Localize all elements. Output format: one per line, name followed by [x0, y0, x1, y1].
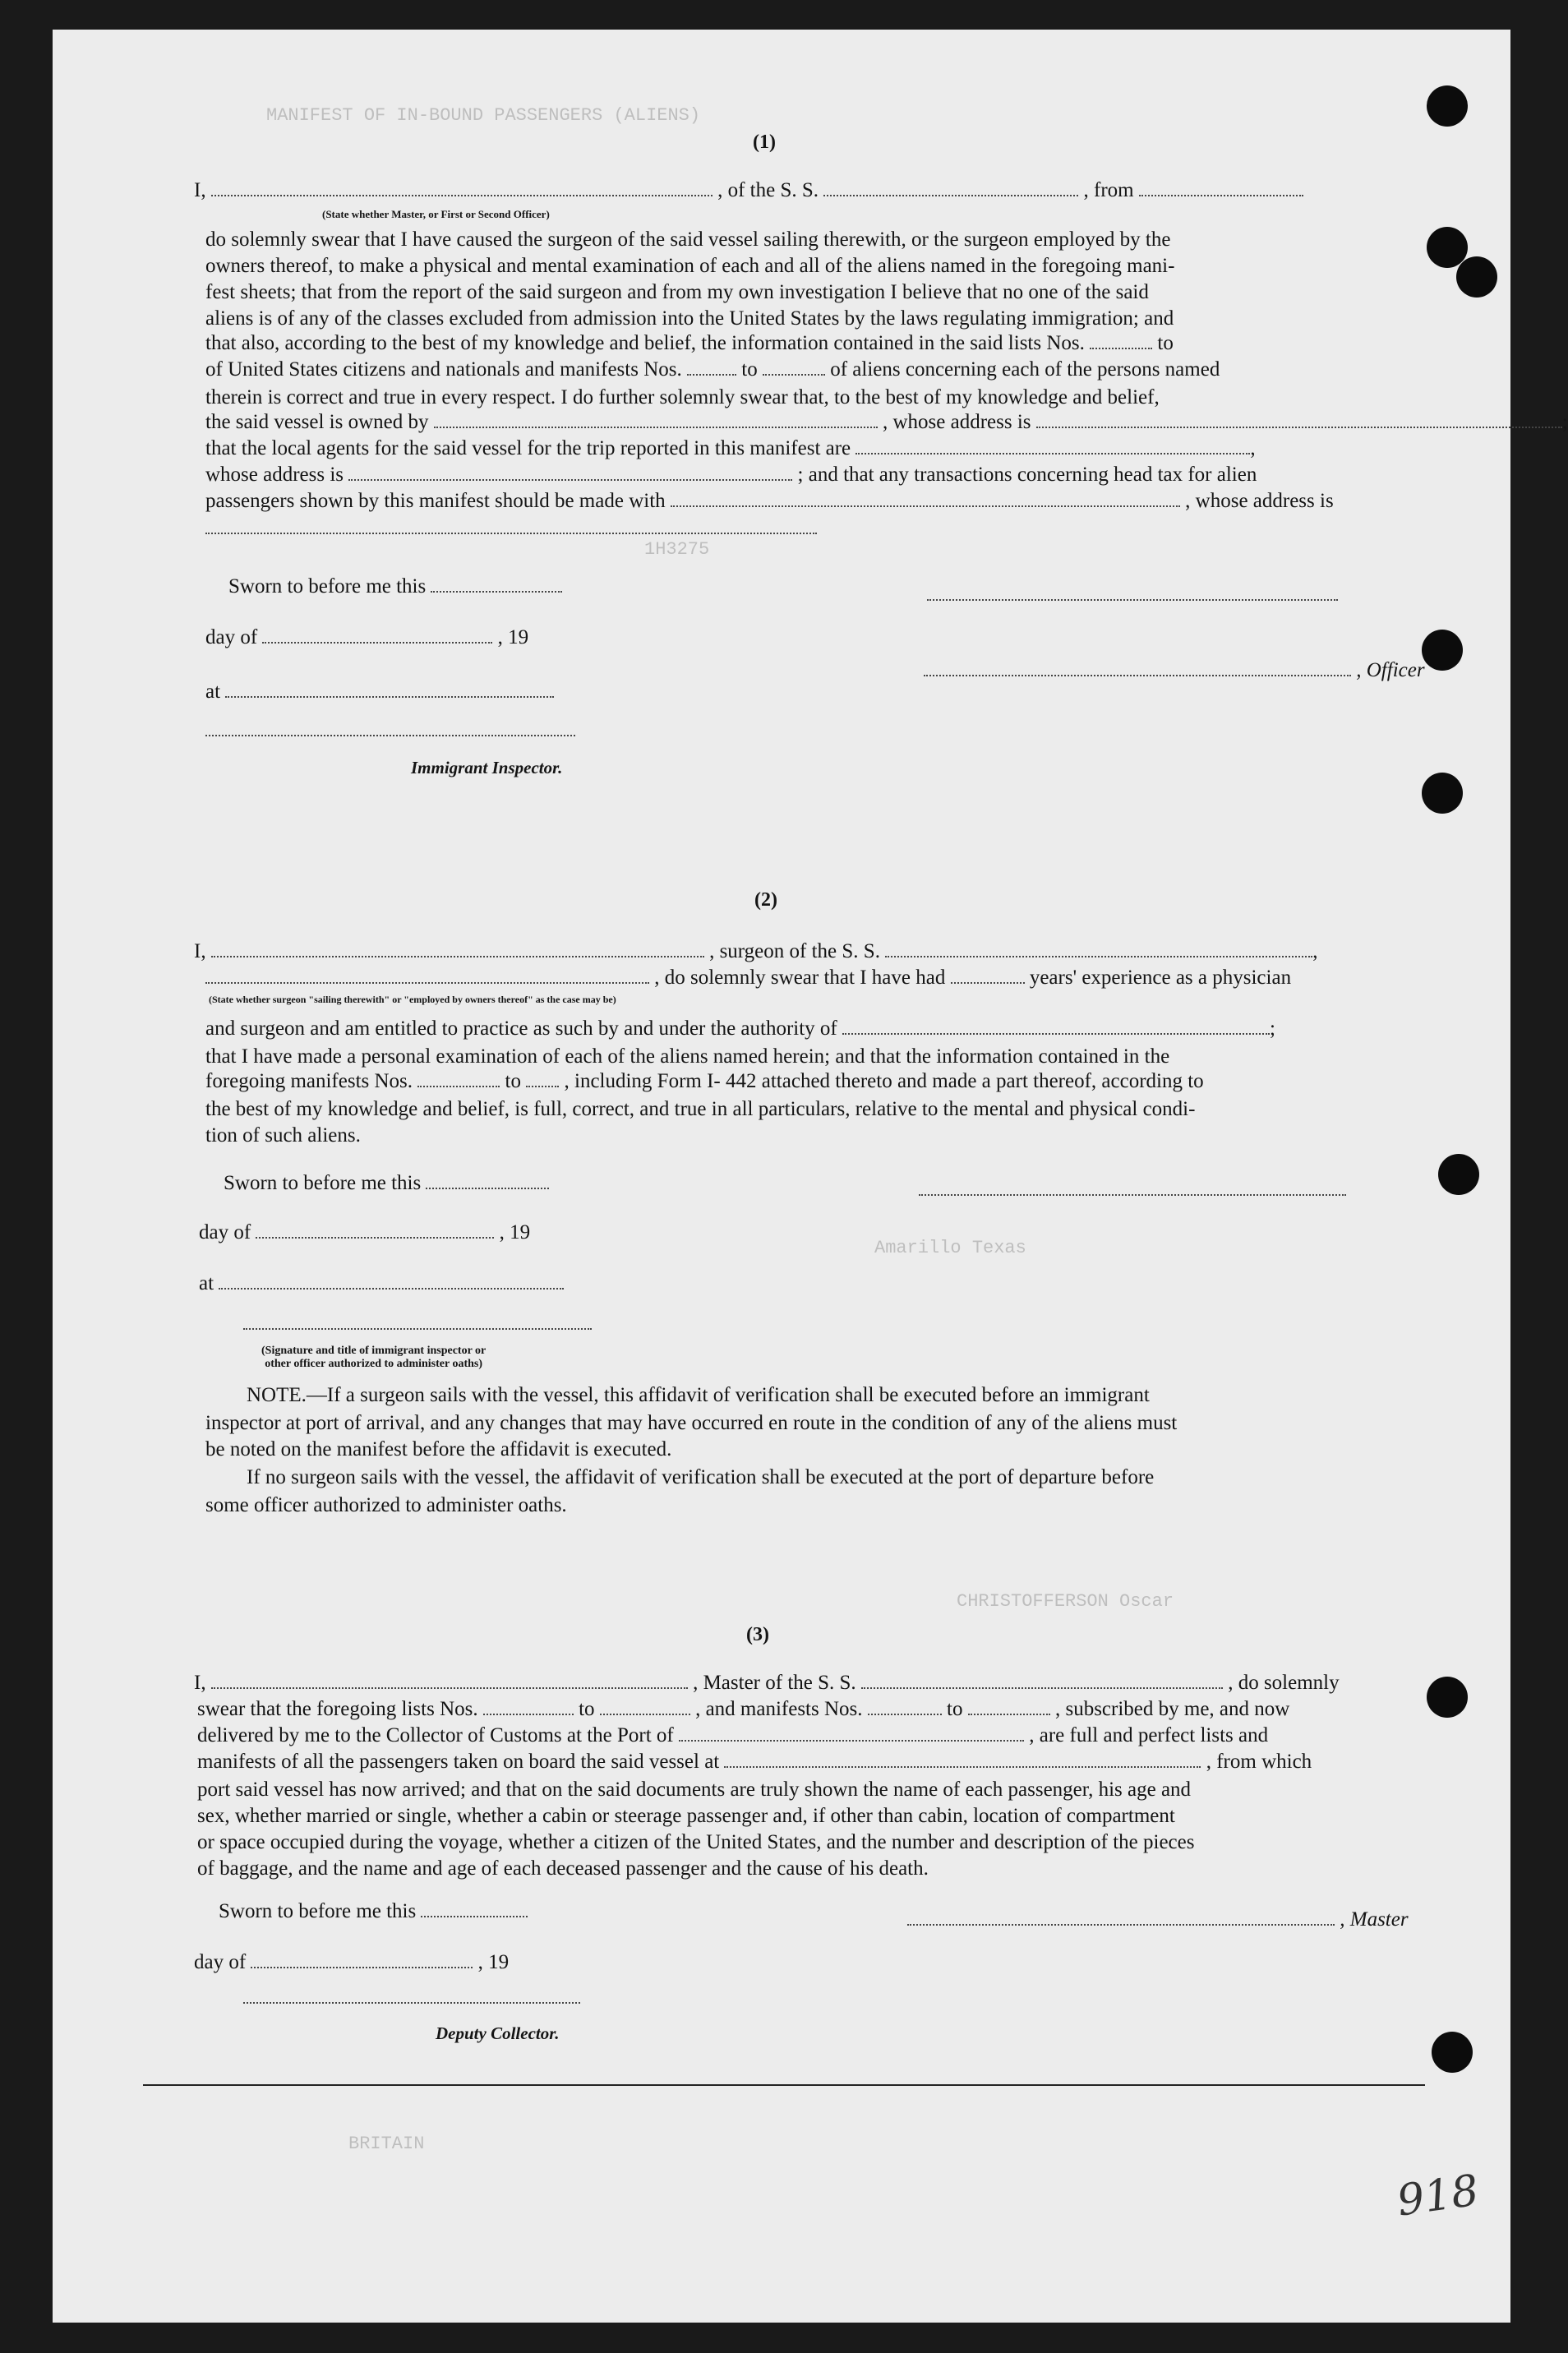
punch-hole [1438, 1154, 1479, 1195]
bleed-through-text: BRITAIN [348, 2134, 425, 2154]
paragraph-line: fest sheets; that from the report of the said surgeon and from my own investigation I believe that no one of the said [205, 281, 1149, 303]
agent-address-blank[interactable] [348, 464, 792, 481]
list-number-blank[interactable] [483, 1699, 574, 1715]
manifest-number-blank[interactable] [526, 1071, 559, 1087]
note-line: inspector at port of arrival, and any changes that may have occurred en route in the condition of any of the aliens must [205, 1412, 1178, 1434]
place-blank[interactable] [219, 1273, 564, 1290]
paragraph-line: do solemnly swear that I have caused the surgeon of the said vessel sailing therewith, or the surgeon employed by the [205, 228, 1171, 251]
surgeon-name-blank[interactable] [211, 941, 704, 957]
owner-blank[interactable] [434, 412, 878, 428]
address-blank[interactable] [205, 533, 817, 534]
authority-blank[interactable] [842, 1018, 1270, 1035]
collector-signature-blank[interactable] [243, 2002, 580, 2004]
signature-field[interactable] [927, 584, 1338, 601]
owner-address-blank[interactable] [1036, 412, 1562, 428]
note-line: NOTE.—If a surgeon sails with the vessel, this affidavit of verification shall be executed before an immigrant [247, 1384, 1150, 1406]
s1-sworn-line: Sworn to before me this [228, 575, 562, 598]
section-number: (3) [746, 1624, 769, 1645]
officer-line: , Officer [924, 659, 1425, 682]
punch-hole [1456, 256, 1497, 298]
day-blank[interactable] [262, 627, 492, 644]
section-number: (1) [753, 131, 776, 153]
paragraph-line: or space occupied during the voyage, whether a citizen of the United States, and the number and description of the pieces [197, 1831, 1195, 1853]
officer-name-blank[interactable] [211, 180, 713, 196]
field-caption: (State whether Master, or First or Second Officer) [322, 208, 550, 220]
paragraph-line: of baggage, and the name and age of each deceased passenger and the cause of his death. [197, 1857, 929, 1880]
list-number-blank[interactable] [1090, 333, 1152, 349]
manifest-number-blank[interactable] [968, 1699, 1050, 1715]
s1-officer-line: I, , of the S. S. , from [194, 179, 1303, 202]
bleed-through-text: MANIFEST OF IN-BOUND PASSENGERS (ALIENS) [266, 105, 701, 126]
paragraph-line: delivered by me to the Collector of Customs at the Port of , are full and perfect lists and [197, 1724, 1269, 1746]
paragraph-line: owners thereof, to make a physical and mental examination of each and all of the aliens named in the foregoing mani- [205, 255, 1175, 277]
bleed-through-text: 1H3275 [644, 539, 710, 560]
ship-name-blank[interactable] [861, 1672, 1223, 1689]
surgeon-type-blank[interactable] [205, 967, 649, 984]
paragraph-line: port said vessel has now arrived; and that on the said documents are truly shown the name of each passenger, his age and [197, 1779, 1192, 1801]
signature-blank [919, 1179, 1346, 1202]
handwritten-mark: 918 [1394, 2166, 1482, 2226]
field-caption: (Signature and title of immigrant inspector or other officer authorized to administer oaths) [261, 1345, 487, 1370]
paragraph-line: of United States citizens and nationals and manifests Nos. to of aliens concerning each of the persons named [205, 358, 1220, 381]
bottom-rule [143, 2084, 1425, 2086]
note-line: some officer authorized to administer oaths. [205, 1494, 567, 1516]
deputy-caption: Deputy Collector. [436, 2023, 560, 2043]
bleed-through-text: CHRISTOFFERSON Oscar [957, 1591, 1174, 1612]
head-tax-contact-blank[interactable] [671, 491, 1180, 507]
master-signature-blank[interactable] [907, 1909, 1335, 1926]
s2-at-line: at [199, 1272, 564, 1295]
day-blank[interactable] [256, 1222, 494, 1239]
s2-sworn-line: Sworn to before me this [224, 1172, 549, 1195]
embark-port-blank[interactable] [724, 1751, 1201, 1768]
s1-at-line: at [205, 681, 554, 704]
place-blank[interactable] [225, 681, 554, 698]
sworn-date-blank[interactable] [421, 1901, 528, 1917]
bleed-through-text: Amarillo Texas [874, 1238, 1026, 1258]
paragraph-line: swear that the foregoing lists Nos. to , and manifests Nos. to , subscribed by me, and now [197, 1698, 1290, 1720]
paragraph-line: that also, according to the best of my knowledge and belief, the information contained in the said lists Nos. to [205, 332, 1174, 354]
signature-blank [927, 584, 1338, 607]
master-name-blank[interactable] [211, 1672, 688, 1689]
years-blank[interactable] [951, 967, 1025, 984]
manifest-number-blank[interactable] [687, 359, 736, 376]
punch-hole [1427, 85, 1468, 127]
punch-hole [1422, 773, 1463, 814]
note-line: If no surgeon sails with the vessel, the affidavit of verification shall be executed at the port of departure before [247, 1466, 1155, 1488]
field-caption: (State whether surgeon "sailing therewith" or "employed by owners thereof" as the case may be) [209, 994, 616, 1005]
ship-name-blank[interactable] [823, 180, 1078, 196]
paragraph-line: and surgeon and am entitled to practice as such by and under the authority of ; [205, 1017, 1275, 1040]
paragraph-line: sex, whether married or single, whether a cabin or steerage passenger and, if other than cabin, location of compartment [197, 1805, 1175, 1827]
s2-day-line: day of , 19 [199, 1221, 531, 1243]
s3-day-line: day of , 19 [194, 1951, 510, 1973]
sworn-date-blank[interactable] [431, 576, 562, 593]
manifest-number-blank[interactable] [763, 359, 825, 376]
note-line: be noted on the manifest before the affidavit is executed. [205, 1438, 672, 1460]
manifest-number-blank[interactable] [417, 1071, 500, 1087]
inspector-signature-blank[interactable] [205, 735, 575, 736]
inspector-signature-blank[interactable] [243, 1328, 592, 1330]
s3-master-line: I, , Master of the S. S. , do solemnly [194, 1672, 1340, 1694]
sworn-date-blank[interactable] [426, 1173, 549, 1189]
paragraph-line: manifests of all the passengers taken on board the said vessel at , from which [197, 1751, 1312, 1773]
ship-name-blank[interactable] [885, 941, 1312, 957]
paragraph-line: tion of such aliens. [205, 1124, 361, 1147]
s2-swear-line: , do solemnly swear that I have had years' experience as a physician [205, 967, 1291, 990]
officer-signature-blank[interactable] [924, 660, 1351, 676]
paragraph-line: that I have made a personal examination of each of the aliens named herein; and that the information contained in the [205, 1045, 1170, 1068]
departure-port-blank[interactable] [1139, 180, 1303, 196]
paragraph-line: therein is correct and true in every respect. I do further solemnly swear that, to the best of my knowledge and belief, [205, 386, 1160, 408]
paragraph-line: whose address is ; and that any transactions concerning head tax for alien [205, 464, 1257, 486]
inspector-caption: Immigrant Inspector. [411, 758, 563, 777]
day-blank[interactable] [251, 1952, 473, 1968]
master-signature-line: , Master [907, 1908, 1409, 1931]
paragraph-line: foregoing manifests Nos. to , including Form I- 442 attached thereto and made a part thereof, according to [205, 1070, 1204, 1092]
paragraph-line: aliens is of any of the classes excluded from admission into the United States by the laws regulating immigration; and [205, 307, 1174, 330]
s1-day-line: day of , 19 [205, 626, 529, 648]
paragraph-line: that the local agents for the said vessel for the trip reported in this manifest are , [205, 437, 1256, 459]
list-number-blank[interactable] [600, 1699, 690, 1715]
s3-sworn-line: Sworn to before me this [219, 1900, 528, 1923]
paragraph-line: the best of my knowledge and belief, is full, correct, and true in all particulars, relative to the mental and physical condi- [205, 1098, 1196, 1120]
local-agents-blank[interactable] [855, 438, 1250, 454]
form-page [53, 30, 1568, 2323]
punch-hole [1427, 1677, 1468, 1718]
manifest-number-blank[interactable] [868, 1699, 942, 1715]
section-number: (2) [754, 889, 777, 911]
port-blank[interactable] [679, 1725, 1024, 1742]
punch-hole [1422, 630, 1463, 671]
punch-hole [1432, 2032, 1473, 2073]
paragraph-line: passengers shown by this manifest should be made with , whose address is [205, 490, 1334, 512]
surgeon-signature-blank[interactable] [919, 1179, 1346, 1196]
paragraph-line: the said vessel is owned by , whose address is ; [205, 411, 1568, 433]
s2-surgeon-line: I, , surgeon of the S. S. , [194, 940, 1318, 962]
